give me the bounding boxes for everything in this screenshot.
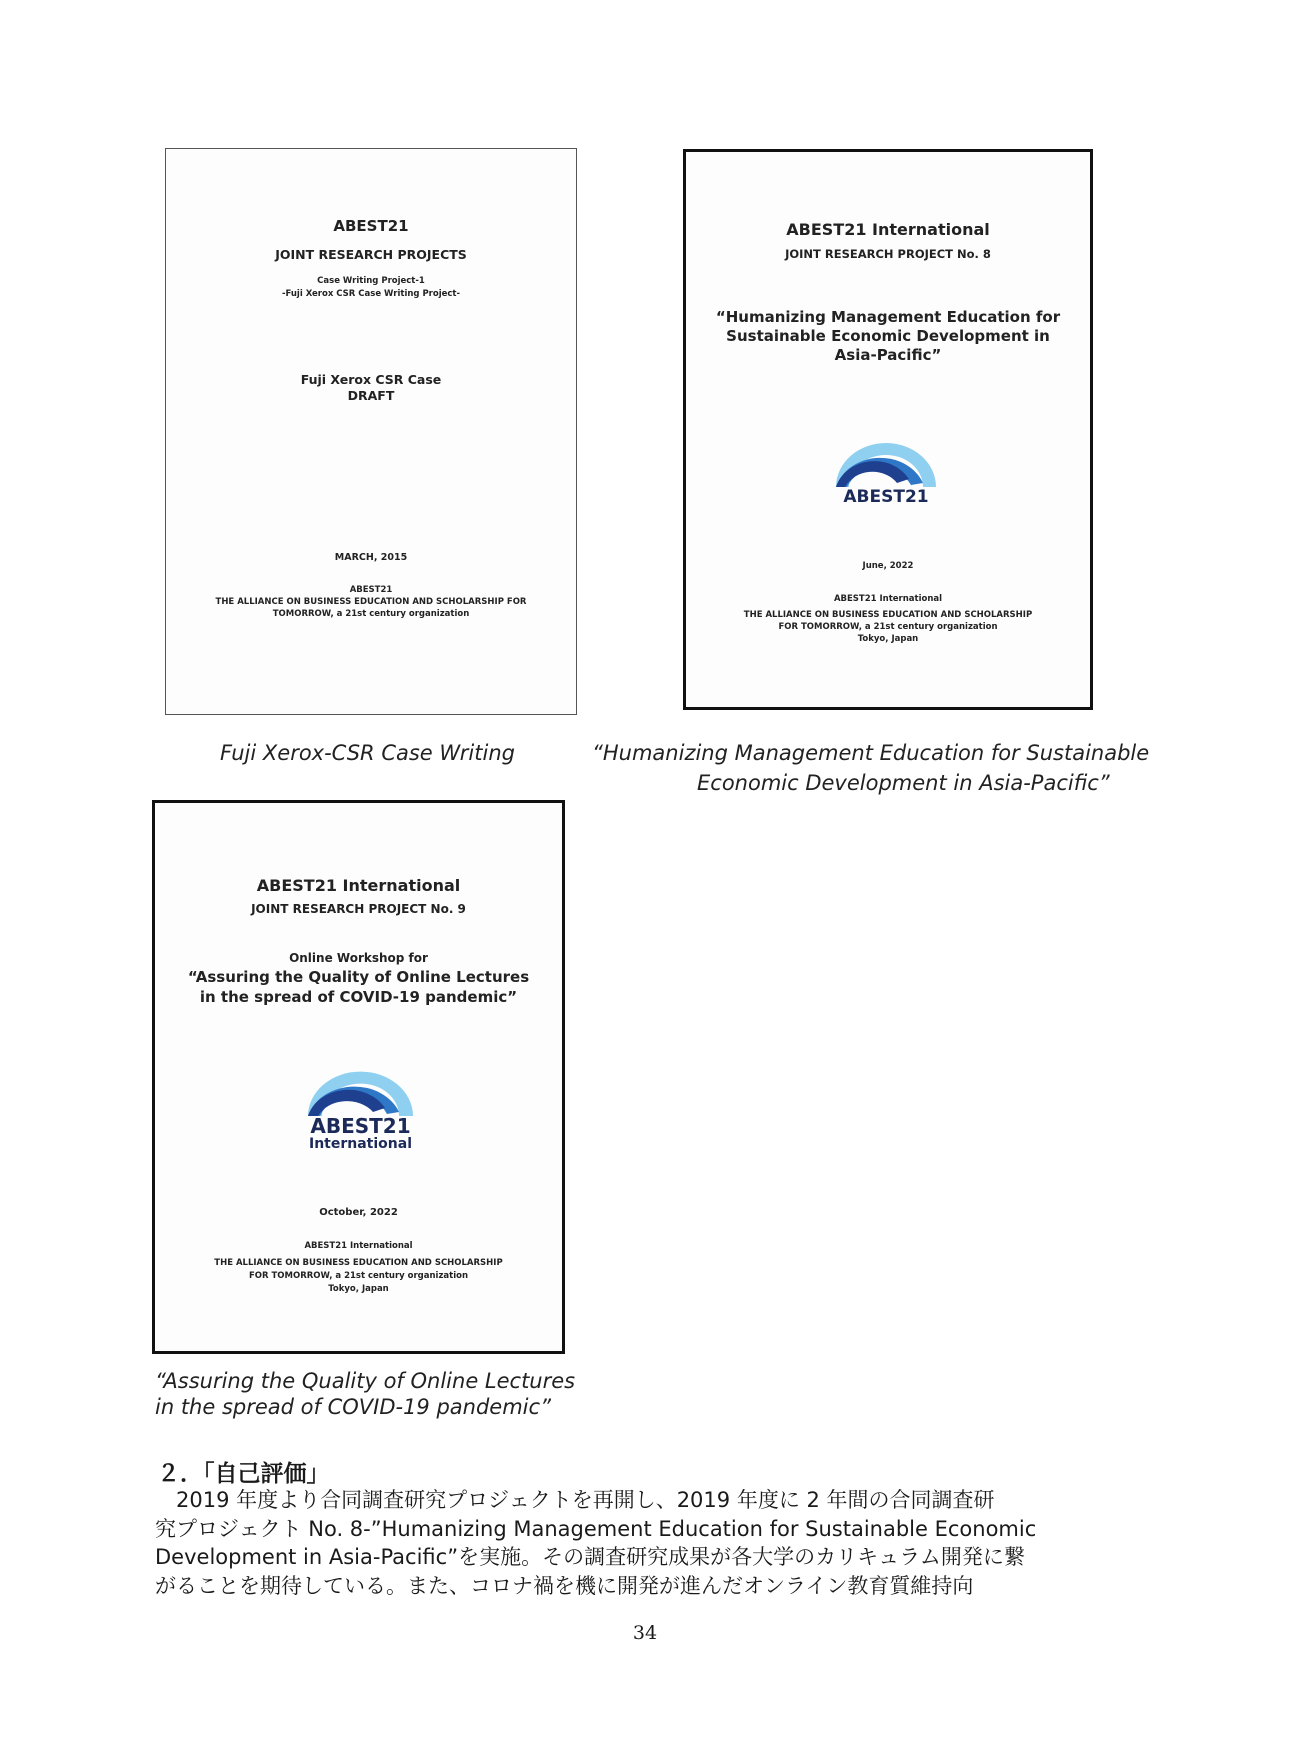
cover-publisher: ABEST21 International [833, 594, 943, 604]
cover-heading: JOINT RESEARCH PROJECT No. 9 [251, 902, 466, 916]
cover-image-project-9 [152, 800, 565, 1354]
cover-title-line2: in the spread of COVID-19 pandemic” [199, 988, 518, 1006]
section-heading: ２．「自己評価」 [157, 1461, 330, 1487]
logo-arc-icon [303, 1068, 418, 1118]
cover-org: ABEST21 International [786, 220, 990, 239]
cover-date: June, 2022 [862, 561, 914, 571]
section-paragraph [155, 1486, 1045, 1600]
paragraph-line: 究プロジェクト No. 8-”Humanizing Management Education for Sustainable Economic [155, 1516, 1037, 1541]
cover-intro: Online Workshop for [289, 951, 428, 965]
cover-publisher-line2: FOR TOMORROW, a 21st century organization [778, 622, 998, 632]
cover-title-line1: Fuji Xerox CSR Case [300, 372, 442, 387]
cover-publisher-line2: TOMORROW, a 21st century organization [272, 609, 470, 619]
paragraph-line: Development in Asia-Pacific”を実施。その調査研究成果が各大学のカリキュラム開発に繋 [155, 1545, 1025, 1569]
caption-cover2-line1: “Humanizing Management Education for Sustainable [592, 741, 1150, 765]
paragraph-line: 2019 年度より合同調査研究プロジェクトを再開し、2019 年度に 2 年間の合同調査研 [155, 1488, 995, 1512]
cover-title-line1: “Assuring the Quality of Online Lectures [187, 968, 530, 986]
logo-arc-icon [831, 439, 941, 489]
cover-title-line2: Sustainable Economic Development in [726, 327, 1050, 345]
cover-title-line1: “Humanizing Management Education for [715, 308, 1061, 326]
cover-publisher: ABEST21 [349, 585, 393, 595]
cover-publisher-line1: THE ALLIANCE ON BUSINESS EDUCATION AND SCHOLARSHIP FOR [215, 597, 527, 607]
cover-heading: JOINT RESEARCH PROJECTS [275, 247, 467, 262]
cover-publisher-line1: THE ALLIANCE ON BUSINESS EDUCATION AND SCHOLARSHIP [214, 1258, 503, 1268]
cover-title-line3: Asia-Pacific” [834, 346, 942, 364]
cover-date: MARCH, 2015 [334, 552, 408, 563]
caption-cover1: Fuji Xerox-CSR Case Writing [220, 741, 515, 765]
cover-image-project-8 [683, 149, 1093, 710]
page-number: 34 [632, 1622, 658, 1644]
caption-cover3-line1: “Assuring the Quality of Online Lectures [155, 1369, 576, 1393]
paragraph-line: がることを期待している。また、コロナ禍を機に開発が進んだオンライン教育質維持向 [155, 1573, 974, 1598]
cover-publisher: ABEST21 International [304, 1241, 413, 1251]
cover-org: ABEST21 [333, 217, 409, 235]
cover-subproject: -Fuji Xerox CSR Case Writing Project- [281, 289, 461, 299]
cover-project: Case Writing Project-1 [317, 276, 425, 286]
logo-text: ABEST21 [843, 487, 929, 507]
cover-publisher-line3: Tokyo, Japan [857, 634, 919, 644]
cover-heading: JOINT RESEARCH PROJECT No. 8 [785, 247, 991, 261]
logo-subtext: International [308, 1136, 412, 1152]
cover-image-fuji-xerox [165, 148, 577, 715]
caption-cover3-line2: in the spread of COVID-19 pandemic” [155, 1395, 551, 1419]
logo-text: ABEST21 [310, 1114, 411, 1138]
cover-date: October, 2022 [319, 1207, 398, 1218]
cover-publisher-line1: THE ALLIANCE ON BUSINESS EDUCATION AND SCHOLARSHIP [743, 610, 1033, 620]
cover-title-line2: DRAFT [347, 388, 395, 403]
cover-org: ABEST21 International [256, 876, 461, 895]
cover-publisher-line3: Tokyo, Japan [328, 1284, 389, 1294]
cover-publisher-line2: FOR TOMORROW, a 21st century organization [248, 1271, 469, 1281]
abest21-logo [303, 1068, 418, 1163]
caption-cover2-line2: Economic Development in Asia-Pacific” [697, 771, 1110, 795]
abest21-logo [831, 439, 941, 519]
